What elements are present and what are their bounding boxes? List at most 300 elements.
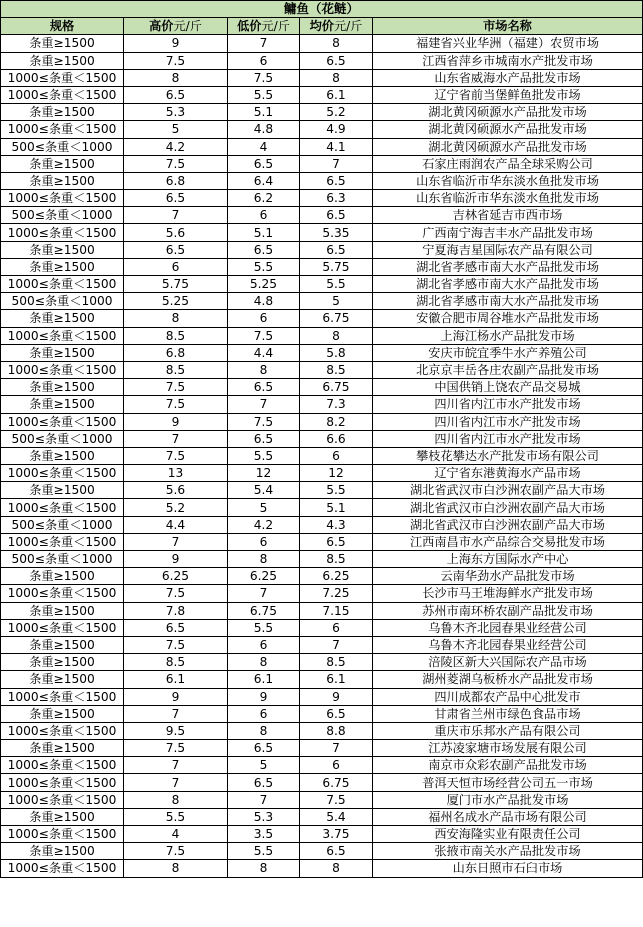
high-price-cell: 8 bbox=[124, 860, 228, 877]
market-cell: 江西省萍乡市城南水产批发市场 bbox=[373, 52, 643, 69]
high-price-cell: 5.5 bbox=[124, 808, 228, 825]
market-cell: 上海东方国际水产中心 bbox=[373, 551, 643, 568]
high-price-cell: 7 bbox=[124, 533, 228, 550]
avg-price-cell: 6.5 bbox=[300, 52, 373, 69]
low-price-cell: 5.5 bbox=[228, 447, 300, 464]
market-cell: 甘肃省兰州市绿色食品市场 bbox=[373, 705, 643, 722]
avg-price-cell: 6.3 bbox=[300, 190, 373, 207]
table-row bbox=[1, 602, 643, 619]
avg-price-cell: 7.15 bbox=[300, 602, 373, 619]
spec-cell: 条重≥1500 bbox=[1, 671, 124, 688]
low-price-cell: 6.5 bbox=[228, 379, 300, 396]
avg-price-cell: 7 bbox=[300, 155, 373, 172]
spec-cell: 条重≥1500 bbox=[1, 344, 124, 361]
spec-cell: 条重≥1500 bbox=[1, 379, 124, 396]
spec-cell: 1000≤条重＜1500 bbox=[1, 69, 124, 86]
market-cell: 福建省兴业华洲（福建）农贸市场 bbox=[373, 35, 643, 52]
table-row bbox=[1, 499, 643, 516]
avg-price-cell: 4.1 bbox=[300, 138, 373, 155]
header-high-unit: 元/斤 bbox=[173, 19, 202, 34]
market-cell: 福州名成水产品市场有限公司 bbox=[373, 808, 643, 825]
table-row bbox=[1, 344, 643, 361]
low-price-cell: 6.5 bbox=[228, 774, 300, 791]
header-spec: 规格 bbox=[1, 18, 124, 35]
low-price-cell: 9 bbox=[228, 688, 300, 705]
low-price-cell: 7 bbox=[228, 791, 300, 808]
spec-cell: 1000≤条重＜1500 bbox=[1, 585, 124, 602]
avg-price-cell: 12 bbox=[300, 465, 373, 482]
avg-price-cell: 6.75 bbox=[300, 379, 373, 396]
low-price-cell: 4.4 bbox=[228, 344, 300, 361]
low-price-cell: 7.5 bbox=[228, 69, 300, 86]
market-cell: 湖北省孝感市南大水产品批发市场 bbox=[373, 293, 643, 310]
spec-cell: 1000≤条重＜1500 bbox=[1, 791, 124, 808]
avg-price-cell: 5 bbox=[300, 293, 373, 310]
table-row bbox=[1, 826, 643, 843]
spec-cell: 条重≥1500 bbox=[1, 104, 124, 121]
spec-cell: 1000≤条重＜1500 bbox=[1, 757, 124, 774]
low-price-cell: 6.5 bbox=[228, 740, 300, 757]
table-row bbox=[1, 258, 643, 275]
high-price-cell: 9 bbox=[124, 551, 228, 568]
header-row bbox=[1, 18, 643, 35]
spec-cell: 条重≥1500 bbox=[1, 636, 124, 653]
table-row bbox=[1, 396, 643, 413]
spec-cell: 条重≥1500 bbox=[1, 241, 124, 258]
market-cell: 宁夏海吉星国际农产品有限公司 bbox=[373, 241, 643, 258]
avg-price-cell: 5.5 bbox=[300, 482, 373, 499]
spec-cell: 1000≤条重＜1500 bbox=[1, 774, 124, 791]
high-price-cell: 7.5 bbox=[124, 155, 228, 172]
avg-price-cell: 6.6 bbox=[300, 430, 373, 447]
low-price-cell: 6.75 bbox=[228, 602, 300, 619]
market-cell: 上海江杨水产品批发市场 bbox=[373, 327, 643, 344]
low-price-cell: 6 bbox=[228, 207, 300, 224]
table-row bbox=[1, 224, 643, 241]
low-price-cell: 5.5 bbox=[228, 86, 300, 103]
table-row bbox=[1, 190, 643, 207]
spec-cell: 500≤条重＜1000 bbox=[1, 207, 124, 224]
market-cell: 四川省内江市水产批发市场 bbox=[373, 396, 643, 413]
spec-cell: 1000≤条重＜1500 bbox=[1, 722, 124, 739]
table-row bbox=[1, 843, 643, 860]
low-price-cell: 5.1 bbox=[228, 224, 300, 241]
table-row bbox=[1, 310, 643, 327]
table-row bbox=[1, 155, 643, 172]
spec-cell: 500≤条重＜1000 bbox=[1, 138, 124, 155]
table-row bbox=[1, 774, 643, 791]
high-price-cell: 8.5 bbox=[124, 327, 228, 344]
high-price-cell: 9 bbox=[124, 688, 228, 705]
high-price-cell: 8.5 bbox=[124, 654, 228, 671]
market-cell: 四川成都农产品中心批发市 bbox=[373, 688, 643, 705]
low-price-cell: 6.4 bbox=[228, 172, 300, 189]
low-price-cell: 6 bbox=[228, 705, 300, 722]
spec-cell: 条重≥1500 bbox=[1, 52, 124, 69]
avg-price-cell: 6.5 bbox=[300, 172, 373, 189]
table-row bbox=[1, 671, 643, 688]
avg-price-cell: 5.1 bbox=[300, 499, 373, 516]
avg-price-cell: 4.9 bbox=[300, 121, 373, 138]
low-price-cell: 5.5 bbox=[228, 258, 300, 275]
high-price-cell: 4.4 bbox=[124, 516, 228, 533]
high-price-cell: 4.2 bbox=[124, 138, 228, 155]
market-cell: 江苏凌家塘市场发展有限公司 bbox=[373, 740, 643, 757]
avg-price-cell: 6 bbox=[300, 757, 373, 774]
spec-cell: 1000≤条重＜1500 bbox=[1, 413, 124, 430]
high-price-cell: 7 bbox=[124, 207, 228, 224]
table-row bbox=[1, 740, 643, 757]
table-row bbox=[1, 361, 643, 378]
market-cell: 吉林省延吉市西市场 bbox=[373, 207, 643, 224]
avg-price-cell: 8 bbox=[300, 69, 373, 86]
market-cell: 湖北省武汉市白沙洲农副产品大市场 bbox=[373, 516, 643, 533]
market-cell: 湖州菱湖乌板桥水产品批发市场 bbox=[373, 671, 643, 688]
low-price-cell: 12 bbox=[228, 465, 300, 482]
spec-cell: 500≤条重＜1000 bbox=[1, 516, 124, 533]
market-cell: 江西南昌市水产品综合交易批发市场 bbox=[373, 533, 643, 550]
table-row bbox=[1, 379, 643, 396]
table-row bbox=[1, 688, 643, 705]
table-row bbox=[1, 585, 643, 602]
avg-price-cell: 7 bbox=[300, 740, 373, 757]
high-price-cell: 8 bbox=[124, 310, 228, 327]
table-row bbox=[1, 241, 643, 258]
table-row bbox=[1, 172, 643, 189]
high-price-cell: 7.8 bbox=[124, 602, 228, 619]
table-row bbox=[1, 465, 643, 482]
low-price-cell: 5.3 bbox=[228, 808, 300, 825]
high-price-cell: 8.5 bbox=[124, 361, 228, 378]
high-price-cell: 5.75 bbox=[124, 276, 228, 293]
header-avg-unit: 元/斤 bbox=[333, 19, 363, 34]
table-row bbox=[1, 447, 643, 464]
high-price-cell: 6.8 bbox=[124, 344, 228, 361]
avg-price-cell: 5.75 bbox=[300, 258, 373, 275]
high-price-cell: 6.1 bbox=[124, 671, 228, 688]
market-cell: 乌鲁木齐北园春果业经营公司 bbox=[373, 619, 643, 636]
spec-cell: 条重≥1500 bbox=[1, 740, 124, 757]
market-cell: 安庆市皖宜季牛水产养殖公司 bbox=[373, 344, 643, 361]
table-row bbox=[1, 722, 643, 739]
high-price-cell: 6.5 bbox=[124, 86, 228, 103]
spec-cell: 条重≥1500 bbox=[1, 155, 124, 172]
high-price-cell: 6.25 bbox=[124, 568, 228, 585]
high-price-cell: 7 bbox=[124, 430, 228, 447]
table-row bbox=[1, 121, 643, 138]
market-cell: 厦门市水产品批发市场 bbox=[373, 791, 643, 808]
spec-cell: 1000≤条重＜1500 bbox=[1, 276, 124, 293]
market-cell: 山东省威海水产品批发市场 bbox=[373, 69, 643, 86]
low-price-cell: 5.25 bbox=[228, 276, 300, 293]
avg-price-cell: 8.5 bbox=[300, 361, 373, 378]
spec-cell: 1000≤条重＜1500 bbox=[1, 190, 124, 207]
market-cell: 湖北黄冈硕源水产品批发市场 bbox=[373, 104, 643, 121]
low-price-cell: 6.5 bbox=[228, 155, 300, 172]
market-cell: 湖北黄冈硕源水产品批发市场 bbox=[373, 138, 643, 155]
header-avg-label: 均价 bbox=[309, 19, 334, 34]
low-price-cell: 5 bbox=[228, 499, 300, 516]
spec-cell: 1000≤条重＜1500 bbox=[1, 361, 124, 378]
table-row bbox=[1, 636, 643, 653]
high-price-cell: 5.25 bbox=[124, 293, 228, 310]
market-cell: 山东省临沂市华东淡水鱼批发市场 bbox=[373, 172, 643, 189]
table-row bbox=[1, 757, 643, 774]
spec-cell: 1000≤条重＜1500 bbox=[1, 860, 124, 877]
spec-cell: 条重≥1500 bbox=[1, 258, 124, 275]
low-price-cell: 7.5 bbox=[228, 413, 300, 430]
market-cell: 湖北省孝感市南大水产品批发市场 bbox=[373, 258, 643, 275]
table-row bbox=[1, 52, 643, 69]
market-cell: 攀枝花攀达水产批发市场有限公司 bbox=[373, 447, 643, 464]
high-price-cell: 7.5 bbox=[124, 740, 228, 757]
title-row bbox=[1, 1, 643, 18]
high-price-cell: 6.8 bbox=[124, 172, 228, 189]
spec-cell: 条重≥1500 bbox=[1, 172, 124, 189]
avg-price-cell: 5.35 bbox=[300, 224, 373, 241]
table-row bbox=[1, 791, 643, 808]
high-price-cell: 6.5 bbox=[124, 619, 228, 636]
market-cell: 山东日照市石臼市场 bbox=[373, 860, 643, 877]
low-price-cell: 6.2 bbox=[228, 190, 300, 207]
avg-price-cell: 6.25 bbox=[300, 568, 373, 585]
spec-cell: 1000≤条重＜1500 bbox=[1, 499, 124, 516]
spec-cell: 条重≥1500 bbox=[1, 654, 124, 671]
low-price-cell: 5.5 bbox=[228, 619, 300, 636]
high-price-cell: 7.5 bbox=[124, 636, 228, 653]
low-price-cell: 7 bbox=[228, 396, 300, 413]
high-price-cell: 9 bbox=[124, 413, 228, 430]
avg-price-cell: 5.8 bbox=[300, 344, 373, 361]
high-price-cell: 9 bbox=[124, 35, 228, 52]
table-row bbox=[1, 705, 643, 722]
low-price-cell: 6.5 bbox=[228, 241, 300, 258]
table-row bbox=[1, 86, 643, 103]
header-market: 市场名称 bbox=[373, 18, 643, 35]
table-row bbox=[1, 516, 643, 533]
header-high-label: 高价 bbox=[149, 19, 174, 34]
low-price-cell: 8 bbox=[228, 722, 300, 739]
market-cell: 四川省内江市水产批发市场 bbox=[373, 430, 643, 447]
high-price-cell: 7.5 bbox=[124, 585, 228, 602]
avg-price-cell: 9 bbox=[300, 688, 373, 705]
market-cell: 广西南宁海吉丰水产品批发市场 bbox=[373, 224, 643, 241]
market-cell: 辽宁省东港黄海水产品市场 bbox=[373, 465, 643, 482]
spec-cell: 500≤条重＜1000 bbox=[1, 430, 124, 447]
table-row bbox=[1, 808, 643, 825]
header-avg-price bbox=[300, 18, 373, 35]
high-price-cell: 7.5 bbox=[124, 379, 228, 396]
low-price-cell: 6 bbox=[228, 533, 300, 550]
high-price-cell: 7 bbox=[124, 757, 228, 774]
avg-price-cell: 7.5 bbox=[300, 791, 373, 808]
low-price-cell: 4.2 bbox=[228, 516, 300, 533]
low-price-cell: 6 bbox=[228, 52, 300, 69]
market-cell: 中国供销上饶农产品交易城 bbox=[373, 379, 643, 396]
market-cell: 重庆市乐邦水产品有限公司 bbox=[373, 722, 643, 739]
avg-price-cell: 8 bbox=[300, 35, 373, 52]
header-low-label: 低价 bbox=[237, 19, 262, 34]
low-price-cell: 6.25 bbox=[228, 568, 300, 585]
low-price-cell: 8 bbox=[228, 361, 300, 378]
spec-cell: 条重≥1500 bbox=[1, 482, 124, 499]
spec-cell: 条重≥1500 bbox=[1, 447, 124, 464]
spec-cell: 条重≥1500 bbox=[1, 568, 124, 585]
low-price-cell: 6.5 bbox=[228, 430, 300, 447]
high-price-cell: 9.5 bbox=[124, 722, 228, 739]
table-row bbox=[1, 293, 643, 310]
market-cell: 湖北省武汉市白沙洲农副产品大市场 bbox=[373, 482, 643, 499]
market-cell: 张掖市南关水产品批发市场 bbox=[373, 843, 643, 860]
avg-price-cell: 6.5 bbox=[300, 207, 373, 224]
table-row bbox=[1, 430, 643, 447]
table-row bbox=[1, 551, 643, 568]
high-price-cell: 7.5 bbox=[124, 447, 228, 464]
low-price-cell: 6 bbox=[228, 310, 300, 327]
low-price-cell: 8 bbox=[228, 654, 300, 671]
market-cell: 石家庄雨润农产品全球采购公司 bbox=[373, 155, 643, 172]
high-price-cell: 7 bbox=[124, 774, 228, 791]
avg-price-cell: 8 bbox=[300, 327, 373, 344]
table-row bbox=[1, 207, 643, 224]
high-price-cell: 7.5 bbox=[124, 843, 228, 860]
spec-cell: 1000≤条重＜1500 bbox=[1, 688, 124, 705]
low-price-cell: 7.5 bbox=[228, 327, 300, 344]
table-row bbox=[1, 568, 643, 585]
table-body bbox=[1, 35, 643, 877]
header-high-price bbox=[124, 18, 228, 35]
spec-cell: 条重≥1500 bbox=[1, 310, 124, 327]
high-price-cell: 8 bbox=[124, 69, 228, 86]
header-low-unit: 元/斤 bbox=[261, 19, 290, 34]
market-cell: 苏州市南环桥农副产品批发市场 bbox=[373, 602, 643, 619]
low-price-cell: 4.8 bbox=[228, 121, 300, 138]
spec-cell: 1000≤条重＜1500 bbox=[1, 533, 124, 550]
table-title: 鳙鱼（花鲢） bbox=[1, 1, 643, 18]
avg-price-cell: 8.8 bbox=[300, 722, 373, 739]
market-cell: 涪陵区新大兴国际农产品市场 bbox=[373, 654, 643, 671]
spec-cell: 条重≥1500 bbox=[1, 808, 124, 825]
avg-price-cell: 6.5 bbox=[300, 533, 373, 550]
low-price-cell: 5.5 bbox=[228, 843, 300, 860]
low-price-cell: 8 bbox=[228, 860, 300, 877]
high-price-cell: 5.3 bbox=[124, 104, 228, 121]
market-cell: 普洱天恒市场经营公司五一市场 bbox=[373, 774, 643, 791]
avg-price-cell: 8.5 bbox=[300, 654, 373, 671]
low-price-cell: 8 bbox=[228, 551, 300, 568]
market-cell: 四川省内江市水产批发市场 bbox=[373, 413, 643, 430]
spec-cell: 条重≥1500 bbox=[1, 396, 124, 413]
avg-price-cell: 6.1 bbox=[300, 86, 373, 103]
market-cell: 安徽合肥市周谷堆水产品批发市场 bbox=[373, 310, 643, 327]
avg-price-cell: 8 bbox=[300, 860, 373, 877]
table-row bbox=[1, 69, 643, 86]
high-price-cell: 6 bbox=[124, 258, 228, 275]
spec-cell: 1000≤条重＜1500 bbox=[1, 619, 124, 636]
market-cell: 云南华劲水产品批发市场 bbox=[373, 568, 643, 585]
spec-cell: 1000≤条重＜1500 bbox=[1, 327, 124, 344]
avg-price-cell: 6.5 bbox=[300, 241, 373, 258]
table-row bbox=[1, 482, 643, 499]
spec-cell: 500≤条重＜1000 bbox=[1, 293, 124, 310]
avg-price-cell: 8.2 bbox=[300, 413, 373, 430]
avg-price-cell: 3.75 bbox=[300, 826, 373, 843]
table-row bbox=[1, 619, 643, 636]
low-price-cell: 6 bbox=[228, 636, 300, 653]
market-cell: 山东省临沂市华东淡水鱼批发市场 bbox=[373, 190, 643, 207]
market-cell: 南京市众彩农副产品批发市场 bbox=[373, 757, 643, 774]
spec-cell: 1000≤条重＜1500 bbox=[1, 224, 124, 241]
spec-cell: 1000≤条重＜1500 bbox=[1, 121, 124, 138]
market-cell: 湖北省武汉市白沙洲农副产品大市场 bbox=[373, 499, 643, 516]
table-row bbox=[1, 276, 643, 293]
market-cell: 辽宁省前当堡鲜鱼批发市场 bbox=[373, 86, 643, 103]
low-price-cell: 3.5 bbox=[228, 826, 300, 843]
avg-price-cell: 6 bbox=[300, 447, 373, 464]
spec-cell: 1000≤条重＜1500 bbox=[1, 465, 124, 482]
high-price-cell: 6.5 bbox=[124, 190, 228, 207]
avg-price-cell: 7.3 bbox=[300, 396, 373, 413]
high-price-cell: 7 bbox=[124, 705, 228, 722]
table-row bbox=[1, 327, 643, 344]
avg-price-cell: 6.75 bbox=[300, 774, 373, 791]
low-price-cell: 7 bbox=[228, 35, 300, 52]
high-price-cell: 4 bbox=[124, 826, 228, 843]
low-price-cell: 7 bbox=[228, 585, 300, 602]
avg-price-cell: 6.5 bbox=[300, 843, 373, 860]
low-price-cell: 4 bbox=[228, 138, 300, 155]
market-cell: 湖北省孝感市南大水产品批发市场 bbox=[373, 276, 643, 293]
avg-price-cell: 5.2 bbox=[300, 104, 373, 121]
high-price-cell: 5 bbox=[124, 121, 228, 138]
high-price-cell: 5.2 bbox=[124, 499, 228, 516]
spec-cell: 1000≤条重＜1500 bbox=[1, 86, 124, 103]
avg-price-cell: 5.5 bbox=[300, 276, 373, 293]
high-price-cell: 13 bbox=[124, 465, 228, 482]
high-price-cell: 8 bbox=[124, 791, 228, 808]
spec-cell: 500≤条重＜1000 bbox=[1, 551, 124, 568]
avg-price-cell: 7.25 bbox=[300, 585, 373, 602]
avg-price-cell: 4.3 bbox=[300, 516, 373, 533]
high-price-cell: 5.6 bbox=[124, 224, 228, 241]
market-cell: 湖北黄冈硕源水产品批发市场 bbox=[373, 121, 643, 138]
table-row bbox=[1, 138, 643, 155]
market-cell: 北京京丰岳各庄农副产品批发市场 bbox=[373, 361, 643, 378]
spec-cell: 条重≥1500 bbox=[1, 705, 124, 722]
high-price-cell: 5.6 bbox=[124, 482, 228, 499]
high-price-cell: 7.5 bbox=[124, 396, 228, 413]
market-cell: 长沙市马王堆海鲜水产批发市场 bbox=[373, 585, 643, 602]
market-cell: 西安海隆实业有限责任公司 bbox=[373, 826, 643, 843]
table-row bbox=[1, 413, 643, 430]
table-row bbox=[1, 654, 643, 671]
low-price-cell: 5.1 bbox=[228, 104, 300, 121]
low-price-cell: 5.4 bbox=[228, 482, 300, 499]
table-row bbox=[1, 533, 643, 550]
avg-price-cell: 8.5 bbox=[300, 551, 373, 568]
header-low-price bbox=[228, 18, 300, 35]
low-price-cell: 6.1 bbox=[228, 671, 300, 688]
table-row bbox=[1, 35, 643, 52]
low-price-cell: 5 bbox=[228, 757, 300, 774]
low-price-cell: 4.8 bbox=[228, 293, 300, 310]
table-row bbox=[1, 860, 643, 877]
avg-price-cell: 5.4 bbox=[300, 808, 373, 825]
spec-cell: 条重≥1500 bbox=[1, 602, 124, 619]
avg-price-cell: 6.1 bbox=[300, 671, 373, 688]
avg-price-cell: 6 bbox=[300, 619, 373, 636]
avg-price-cell: 6.5 bbox=[300, 705, 373, 722]
